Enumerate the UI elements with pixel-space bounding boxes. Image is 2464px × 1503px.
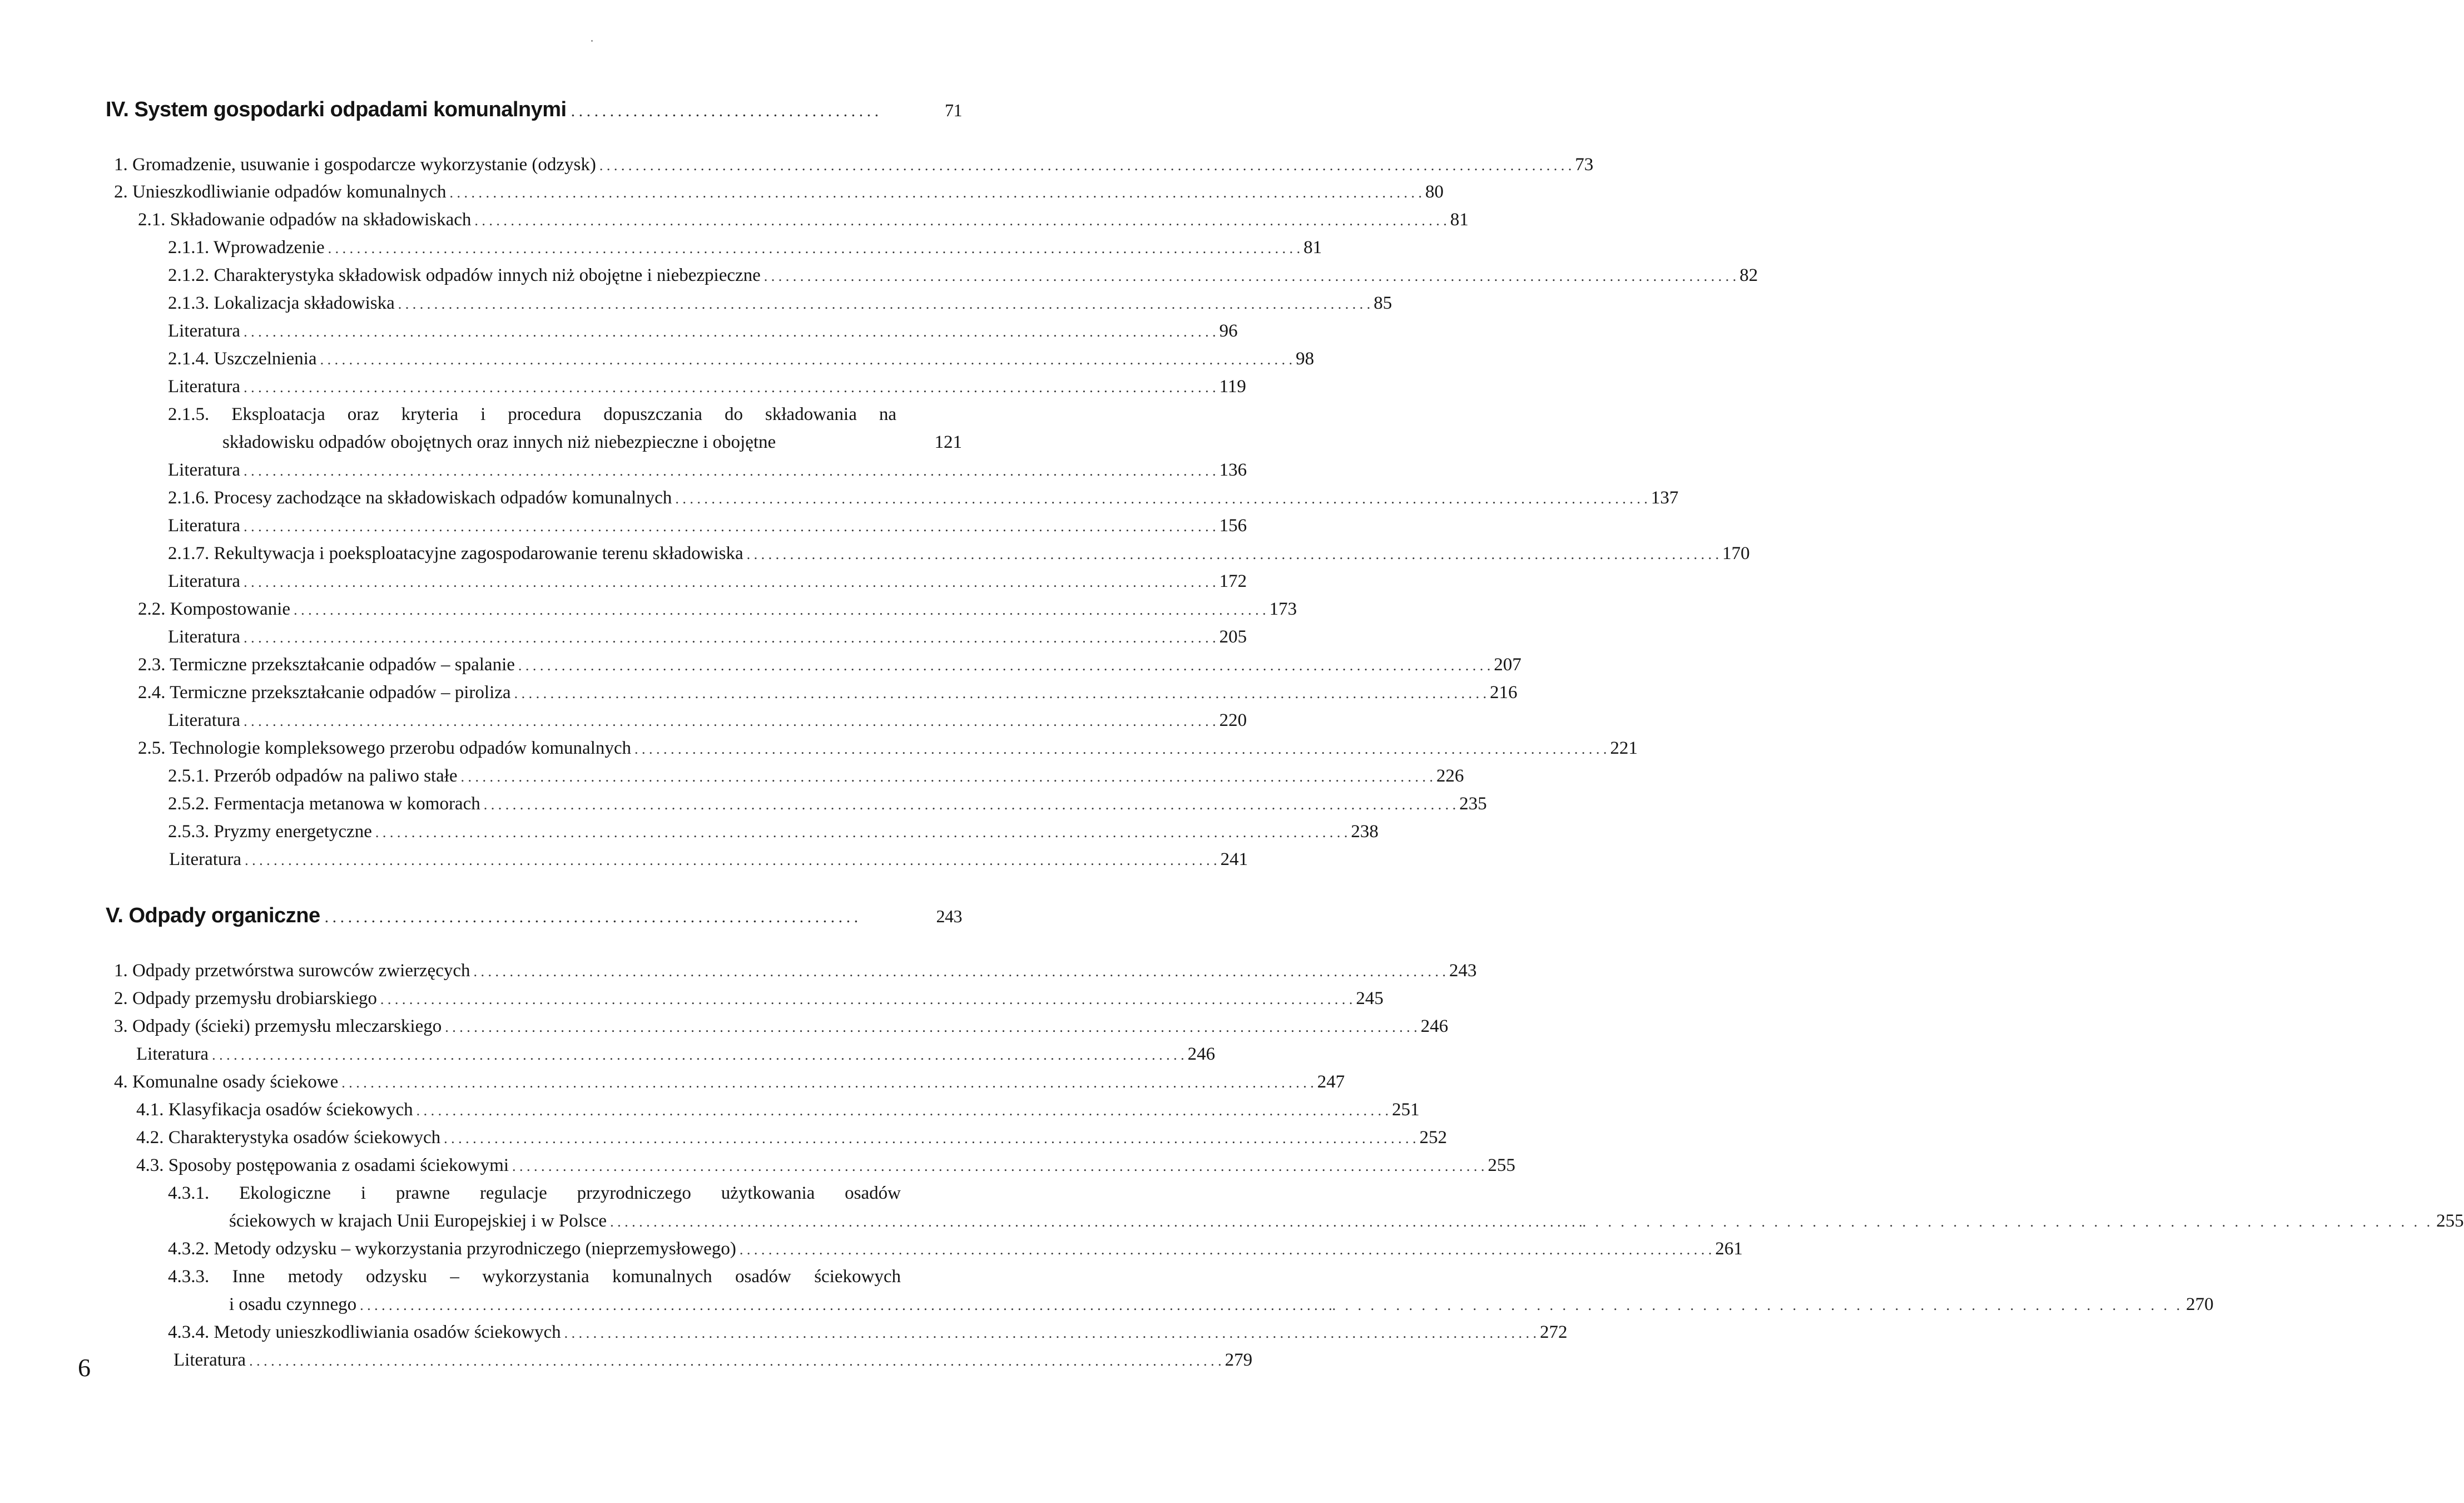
toc-entry[interactable]	[168, 623, 1247, 651]
dot-leader	[212, 1041, 1184, 1069]
chapter-title: V. Odpady organiczne	[106, 904, 320, 927]
dot-leader	[484, 791, 1456, 819]
entry-title: Eksploatacja oraz kryteria i procedura dopuszczania do składowania na	[231, 404, 896, 424]
dot-leader: . . . . . . . . . . . . . . . . . . . . . . . . . . . . . . . . . . . . . . . . . . . . . . . . . . . . . . . . . . . . . . . . . . . . . .	[610, 1208, 2433, 1236]
page-ref: 137	[1650, 488, 1679, 508]
toc-entry[interactable]	[173, 1346, 1253, 1374]
entry-number: 2.1.2.	[168, 265, 210, 285]
toc-entry[interactable]	[138, 679, 1518, 706]
page-ref: 81	[1303, 238, 1322, 258]
page-ref: 261	[1715, 1239, 1743, 1259]
dot-leader	[474, 207, 1447, 235]
entry-title: Inne metody odzysku – wykorzystania komunalnych osadów ściekowych	[232, 1267, 901, 1287]
entry-title: Fermentacja metanowa w komorach	[214, 794, 480, 814]
dot-leader	[675, 485, 1648, 513]
page-ref: 216	[1490, 683, 1518, 703]
entry-title: Wprowadzenie	[213, 238, 325, 258]
toc-entry[interactable]	[168, 234, 1322, 261]
entry-number: 4.3.2.	[168, 1239, 210, 1259]
toc-entry[interactable]	[168, 790, 1487, 818]
chapter-heading[interactable]	[106, 98, 962, 126]
dot-leader	[747, 541, 1719, 568]
dot-leader	[764, 263, 1737, 290]
entry-number: 2.	[114, 988, 128, 1008]
entry-title-continued: i osadu czynnego	[229, 1294, 357, 1314]
toc-entry[interactable]	[136, 1096, 1420, 1124]
entry-title: Uszczelnienia	[214, 349, 317, 369]
entry-title: Składowanie odpadów na składowiskach	[170, 210, 472, 230]
page-ref: 251	[1392, 1100, 1420, 1120]
entry-number: 2.4.	[138, 683, 166, 703]
page-ref: 220	[1219, 710, 1247, 730]
toc-entry[interactable]	[168, 540, 1750, 567]
chapter-title: IV. System gospodarki odpadami komunalnymi	[106, 98, 567, 121]
page-ref: 81	[1450, 210, 1469, 230]
dot-leader	[444, 1125, 1416, 1153]
dot-leader	[245, 847, 1217, 874]
entry-title: Komunalne osady ściekowe	[132, 1072, 339, 1092]
entry-title: Literatura	[168, 627, 241, 647]
entry-number: 2.5.2.	[168, 794, 210, 814]
dot-leader	[445, 1013, 1417, 1041]
dot-leader	[375, 819, 1348, 847]
entry-title: Kompostowanie	[170, 599, 291, 619]
entry-title: Charakterystyka składowisk odpadów innych niż obojętne i niebezpieczne	[214, 265, 761, 285]
page-ref: 119	[1219, 377, 1246, 397]
entry-title-continued: składowisku odpadów obojętnych oraz innych niż niebezpieczne i obojętne	[222, 432, 776, 452]
toc-entry[interactable]	[168, 762, 1464, 790]
page-ref: 98	[1296, 349, 1315, 369]
dot-leader	[244, 624, 1216, 652]
page-ref: 71	[945, 100, 962, 120]
page-ref: 226	[1436, 766, 1464, 786]
page-ref: 172	[1219, 571, 1247, 591]
toc-entry[interactable]	[138, 651, 1521, 679]
page-ref: 136	[1219, 460, 1247, 480]
toc-entry[interactable]	[136, 1040, 1216, 1068]
entry-title: Termiczne przekształcanie odpadów – piroliza	[170, 683, 511, 703]
dot-leader	[244, 318, 1216, 346]
toc-entry[interactable]	[114, 1012, 1449, 1040]
page-ref: 252	[1419, 1128, 1447, 1148]
toc-entry[interactable]	[114, 151, 1594, 179]
entry-title: Odpady przetwórstwa surowców zwierzęcych	[132, 961, 470, 981]
entry-number: 2.5.3.	[168, 822, 210, 842]
page-ref: 255	[2436, 1211, 2464, 1231]
page-ref: 241	[1220, 849, 1248, 869]
dot-leader	[740, 1236, 1712, 1264]
dot-leader	[249, 1347, 1222, 1375]
toc-entry[interactable]	[114, 985, 1384, 1012]
entry-number: 2.	[114, 182, 128, 202]
entry-number: 2.1.3.	[168, 293, 210, 313]
toc-entry[interactable]	[136, 1124, 1447, 1151]
dot-leader	[294, 596, 1266, 624]
page-ref: 272	[1540, 1322, 1568, 1342]
entry-title: Literatura	[168, 516, 241, 536]
entry-title: Klasyfikacja osadów ściekowych	[168, 1100, 413, 1120]
entry-title: Pryzmy energetyczne	[214, 822, 372, 842]
entry-title: Lokalizacja składowiska	[214, 293, 395, 313]
toc-entry[interactable]	[168, 401, 962, 456]
toc-entry[interactable]	[168, 1179, 2464, 1236]
toc-entry[interactable]	[168, 1235, 1743, 1263]
entry-number: 4.	[114, 1072, 128, 1092]
entry-title: Przerób odpadów na paliwo stałe	[214, 766, 458, 786]
entry-number: 4.3.1.	[168, 1183, 210, 1203]
dot-leader	[450, 179, 1422, 207]
dot-leader: . . . . . . . . . . . . . . . . . . . . . . . . . . . . . . . . . . . . . . . . . . . . . . . . . . . . . . . . . . . . . . . . . . . . . .	[360, 1292, 2183, 1319]
entry-title: Rekultywacja i poeksploatacyjne zagospodarowanie terenu składowiska	[214, 543, 743, 563]
entry-number: 4.3.	[136, 1155, 164, 1175]
entry-title-continued: ściekowych w krajach Unii Europejskiej i w Polsce	[229, 1211, 607, 1231]
page-ref: 221	[1610, 738, 1638, 758]
entry-number: 2.1.4.	[168, 349, 210, 369]
dot-leader	[380, 986, 1353, 1013]
entry-number: 4.3.4.	[168, 1322, 210, 1342]
dot-leader	[244, 374, 1216, 402]
toc-entry[interactable]	[136, 1151, 1515, 1179]
entry-title: Literatura	[173, 1350, 246, 1370]
entry-number: 2.1.1.	[168, 238, 210, 258]
toc-entry[interactable]	[168, 1263, 2214, 1319]
toc-entry[interactable]	[168, 317, 1238, 345]
page-ref: 121	[934, 432, 962, 452]
entry-number: 1.	[114, 961, 128, 981]
entry-title: Literatura	[169, 849, 242, 869]
dot-leader	[474, 958, 1446, 986]
entry-number: 2.3.	[138, 655, 166, 675]
dot-leader	[244, 568, 1216, 596]
entry-title: Odpady przemysłu drobiarskiego	[132, 988, 377, 1008]
entry-title: Ekologiczne i prawne regulacje przyrodniczego użytkowania osadów	[239, 1183, 901, 1203]
dot-leader	[634, 735, 1607, 763]
entry-title: Literatura	[168, 321, 241, 341]
dot-leader	[514, 680, 1487, 708]
toc-entry[interactable]	[168, 484, 1679, 512]
entry-title: Gromadzenie, usuwanie i gospodarcze wykorzystanie (odzysk)	[132, 155, 596, 175]
page-ref: 247	[1317, 1072, 1345, 1092]
toc-entry[interactable]	[168, 512, 1247, 540]
page-ref: 170	[1722, 543, 1750, 563]
toc-entry[interactable]	[168, 345, 1315, 373]
dot-leader	[518, 652, 1491, 680]
page-ref: 85	[1374, 293, 1392, 313]
entry-number: 4.2.	[136, 1128, 164, 1148]
entry-number: 4.1.	[136, 1100, 164, 1120]
toc-entry[interactable]	[168, 261, 1758, 289]
entry-title: Literatura	[168, 710, 241, 730]
entry-title: Technologie kompleksowego przerobu odpadów komunalnych	[170, 738, 631, 758]
toc-entry[interactable]	[138, 595, 1297, 623]
entry-title: Metody odzysku – wykorzystania przyrodniczego (nieprzemysłowego)	[214, 1239, 736, 1259]
page-number: 6	[78, 1353, 91, 1382]
entry-number: 2.2.	[138, 599, 166, 619]
chapter-heading[interactable]	[106, 904, 962, 932]
entry-title: Odpady (ścieki) przemysłu mleczarskiego	[132, 1016, 442, 1036]
entry-number: 2.1.5.	[168, 404, 210, 424]
page-ref: 238	[1351, 822, 1379, 842]
entry-number: 4.3.3.	[168, 1267, 210, 1287]
dot-leader	[244, 708, 1216, 735]
dot-leader	[461, 763, 1434, 791]
entry-title: Literatura	[168, 571, 241, 591]
dot-leader	[244, 457, 1216, 485]
entry-number: 3.	[114, 1016, 128, 1036]
toc-entry[interactable]	[168, 706, 1247, 734]
toc-entry[interactable]	[168, 289, 1392, 317]
toc-entry[interactable]	[168, 373, 1246, 401]
page-ref: 246	[1420, 1016, 1449, 1036]
toc-entry[interactable]	[138, 206, 1469, 234]
entry-number: 2.1.	[138, 210, 166, 230]
dot-leader	[320, 346, 1293, 374]
toc-entry[interactable]	[114, 1068, 1345, 1096]
page-ref: 80	[1425, 182, 1444, 202]
toc-entry[interactable]	[168, 1318, 1568, 1346]
dot-leader	[512, 1153, 1485, 1180]
dot-leader	[328, 235, 1301, 263]
toc-entry[interactable]	[168, 818, 1379, 846]
page-ref: 173	[1269, 599, 1297, 619]
page-ref: 82	[1739, 265, 1758, 285]
page-ref: 207	[1494, 655, 1521, 675]
entry-number: 1.	[114, 155, 128, 175]
page-ref: 245	[1356, 988, 1384, 1008]
toc-entry[interactable]	[138, 734, 1638, 762]
page-ref: 243	[1449, 961, 1477, 981]
page-ref: 243	[936, 906, 962, 926]
entry-title: Unieszkodliwianie odpadów komunalnych	[132, 182, 447, 202]
page-ref: 255	[1488, 1155, 1515, 1175]
dot-leader	[398, 290, 1371, 318]
dot-leader	[599, 152, 1572, 180]
toc-entry[interactable]	[168, 456, 1247, 484]
page-ref: 73	[1575, 155, 1594, 175]
toc-entry[interactable]	[169, 846, 1248, 873]
entry-title: Charakterystyka osadów ściekowych	[168, 1128, 441, 1148]
page-ref: 235	[1459, 794, 1487, 814]
dot-leader	[564, 1319, 1537, 1347]
page-ref: 156	[1219, 516, 1247, 536]
entry-title: Procesy zachodzące na składowiskach odpadów komunalnych	[214, 488, 672, 508]
entry-number: 2.1.6.	[168, 488, 210, 508]
toc-entry[interactable]	[168, 567, 1247, 595]
entry-number: 2.5.	[138, 738, 166, 758]
entry-title: Termiczne przekształcanie odpadów – spalanie	[170, 655, 515, 675]
entry-number: 2.5.1.	[168, 766, 210, 786]
entry-number: 2.1.7.	[168, 543, 210, 563]
entry-title: Literatura	[168, 377, 241, 397]
entry-title: Sposoby postępowania z osadami ściekowymi	[168, 1155, 509, 1175]
dot-leader	[244, 513, 1216, 541]
page-ref: 279	[1224, 1350, 1253, 1370]
scan-speck	[591, 40, 593, 42]
toc-entry[interactable]	[114, 178, 1444, 206]
entry-title: Literatura	[136, 1044, 209, 1064]
page-ref: 246	[1187, 1044, 1216, 1064]
dot-leader: . . . . . . . . . . . . . . . . . . . . . . . . . . . . . . . . . . . . . . . .	[571, 102, 879, 120]
entry-title: Literatura	[168, 460, 241, 480]
entry-title: Metody unieszkodliwiania osadów ściekowych	[214, 1322, 561, 1342]
dot-leader	[417, 1097, 1389, 1125]
page-ref: 96	[1219, 321, 1238, 341]
toc-entry[interactable]	[114, 957, 1477, 985]
page-ref: 205	[1219, 627, 1247, 647]
page-ref: 270	[2186, 1294, 2214, 1314]
dot-leader	[341, 1069, 1314, 1097]
dot-leader: . . . . . . . . . . . . . . . . . . . . . . . . . . . . . . . . . . . . . . . . . . . . . . . . . . . . . . . . . . . . . . . . . . . . .	[324, 908, 858, 926]
